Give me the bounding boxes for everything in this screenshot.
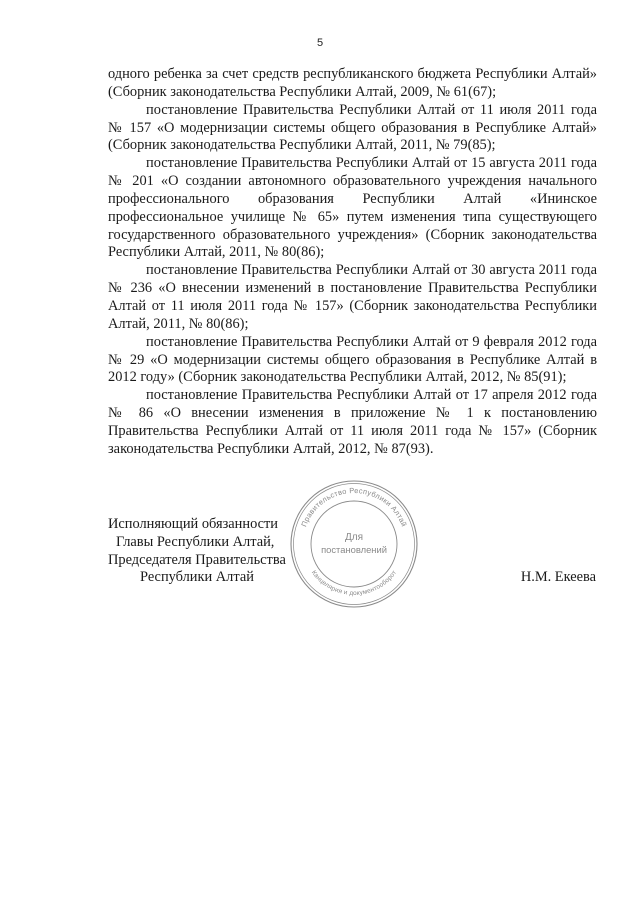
stamp-center-line-2: постановлений [321,544,387,555]
signatory-name: Н.М. Екеева [520,569,596,585]
stamp-ring-text: Правительство Республики Алтай [299,485,409,529]
signatory-title-line: Республики Алтай [140,569,254,586]
paragraph: постановление Правительства Республики Алтай от 11 июля 2011 года № 157 «О модернизации системы общего образования в Республике Алтай» (Сборник законодательства Республики Алтай, 2011, № 79(85); [108,101,597,154]
signatory-title [108,516,286,587]
document-body [108,66,597,459]
signatory-title-line: Главы Республики Алтай, [116,533,275,550]
svg-text:Правительство Республики Алтай [299,486,408,528]
page-number: 5 [316,37,324,49]
paragraph: постановление Правительства Республики Алтай от 9 февраля 2012 года № 29 «О модернизации системы общего образования в Республике Алтай в 2012 году» (Сборник законодательства Республики Алтай, 2012, № 85(91); [108,333,597,386]
paragraph: одного ребенка за счет средств республиканского бюджета Республики Алтай» (Сборник законодательства Республики Алтай, 2009, № 61(67); [108,66,597,100]
stamp-bottom-text: Канцелярия и документооборот [309,569,399,598]
stamp-center-line-1: Для [344,532,364,543]
paragraph: постановление Правительства Республики Алтай от 30 августа 2011 года № 236 «О внесении изменений в постановление Правительства Республики Алтай от 11 июля 2011 года № 157» (Сборник законодательства Республики Алтай, 2011, № 80(86); [108,262,597,332]
paragraph: постановление Правительства Республики Алтай от 17 апреля 2012 года № 86 «О внесении изменения в приложение № 1 к постановлению Правительства Республики Алтай от 11 июля 2011 года № 157» (Сборник законодательства Республики Алтай, 2012, № 87(93). [108,387,597,457]
official-stamp [288,478,420,610]
signatory-title-line: Исполняющий обязанности [108,516,279,532]
paragraph: постановление Правительства Республики Алтай от 15 августа 2011 года № 201 «О создании автономного образовательного учреждения начального профессионального образования Республики Алтай «Ининское профессиональное училище № 65» путем изменения типа существующего государственного образовательного учреждения» (Сборник законодательства Республики Алтай, 2011, № 80(86); [108,155,597,261]
signatory-title-line: Председателя Правительства [108,551,286,568]
